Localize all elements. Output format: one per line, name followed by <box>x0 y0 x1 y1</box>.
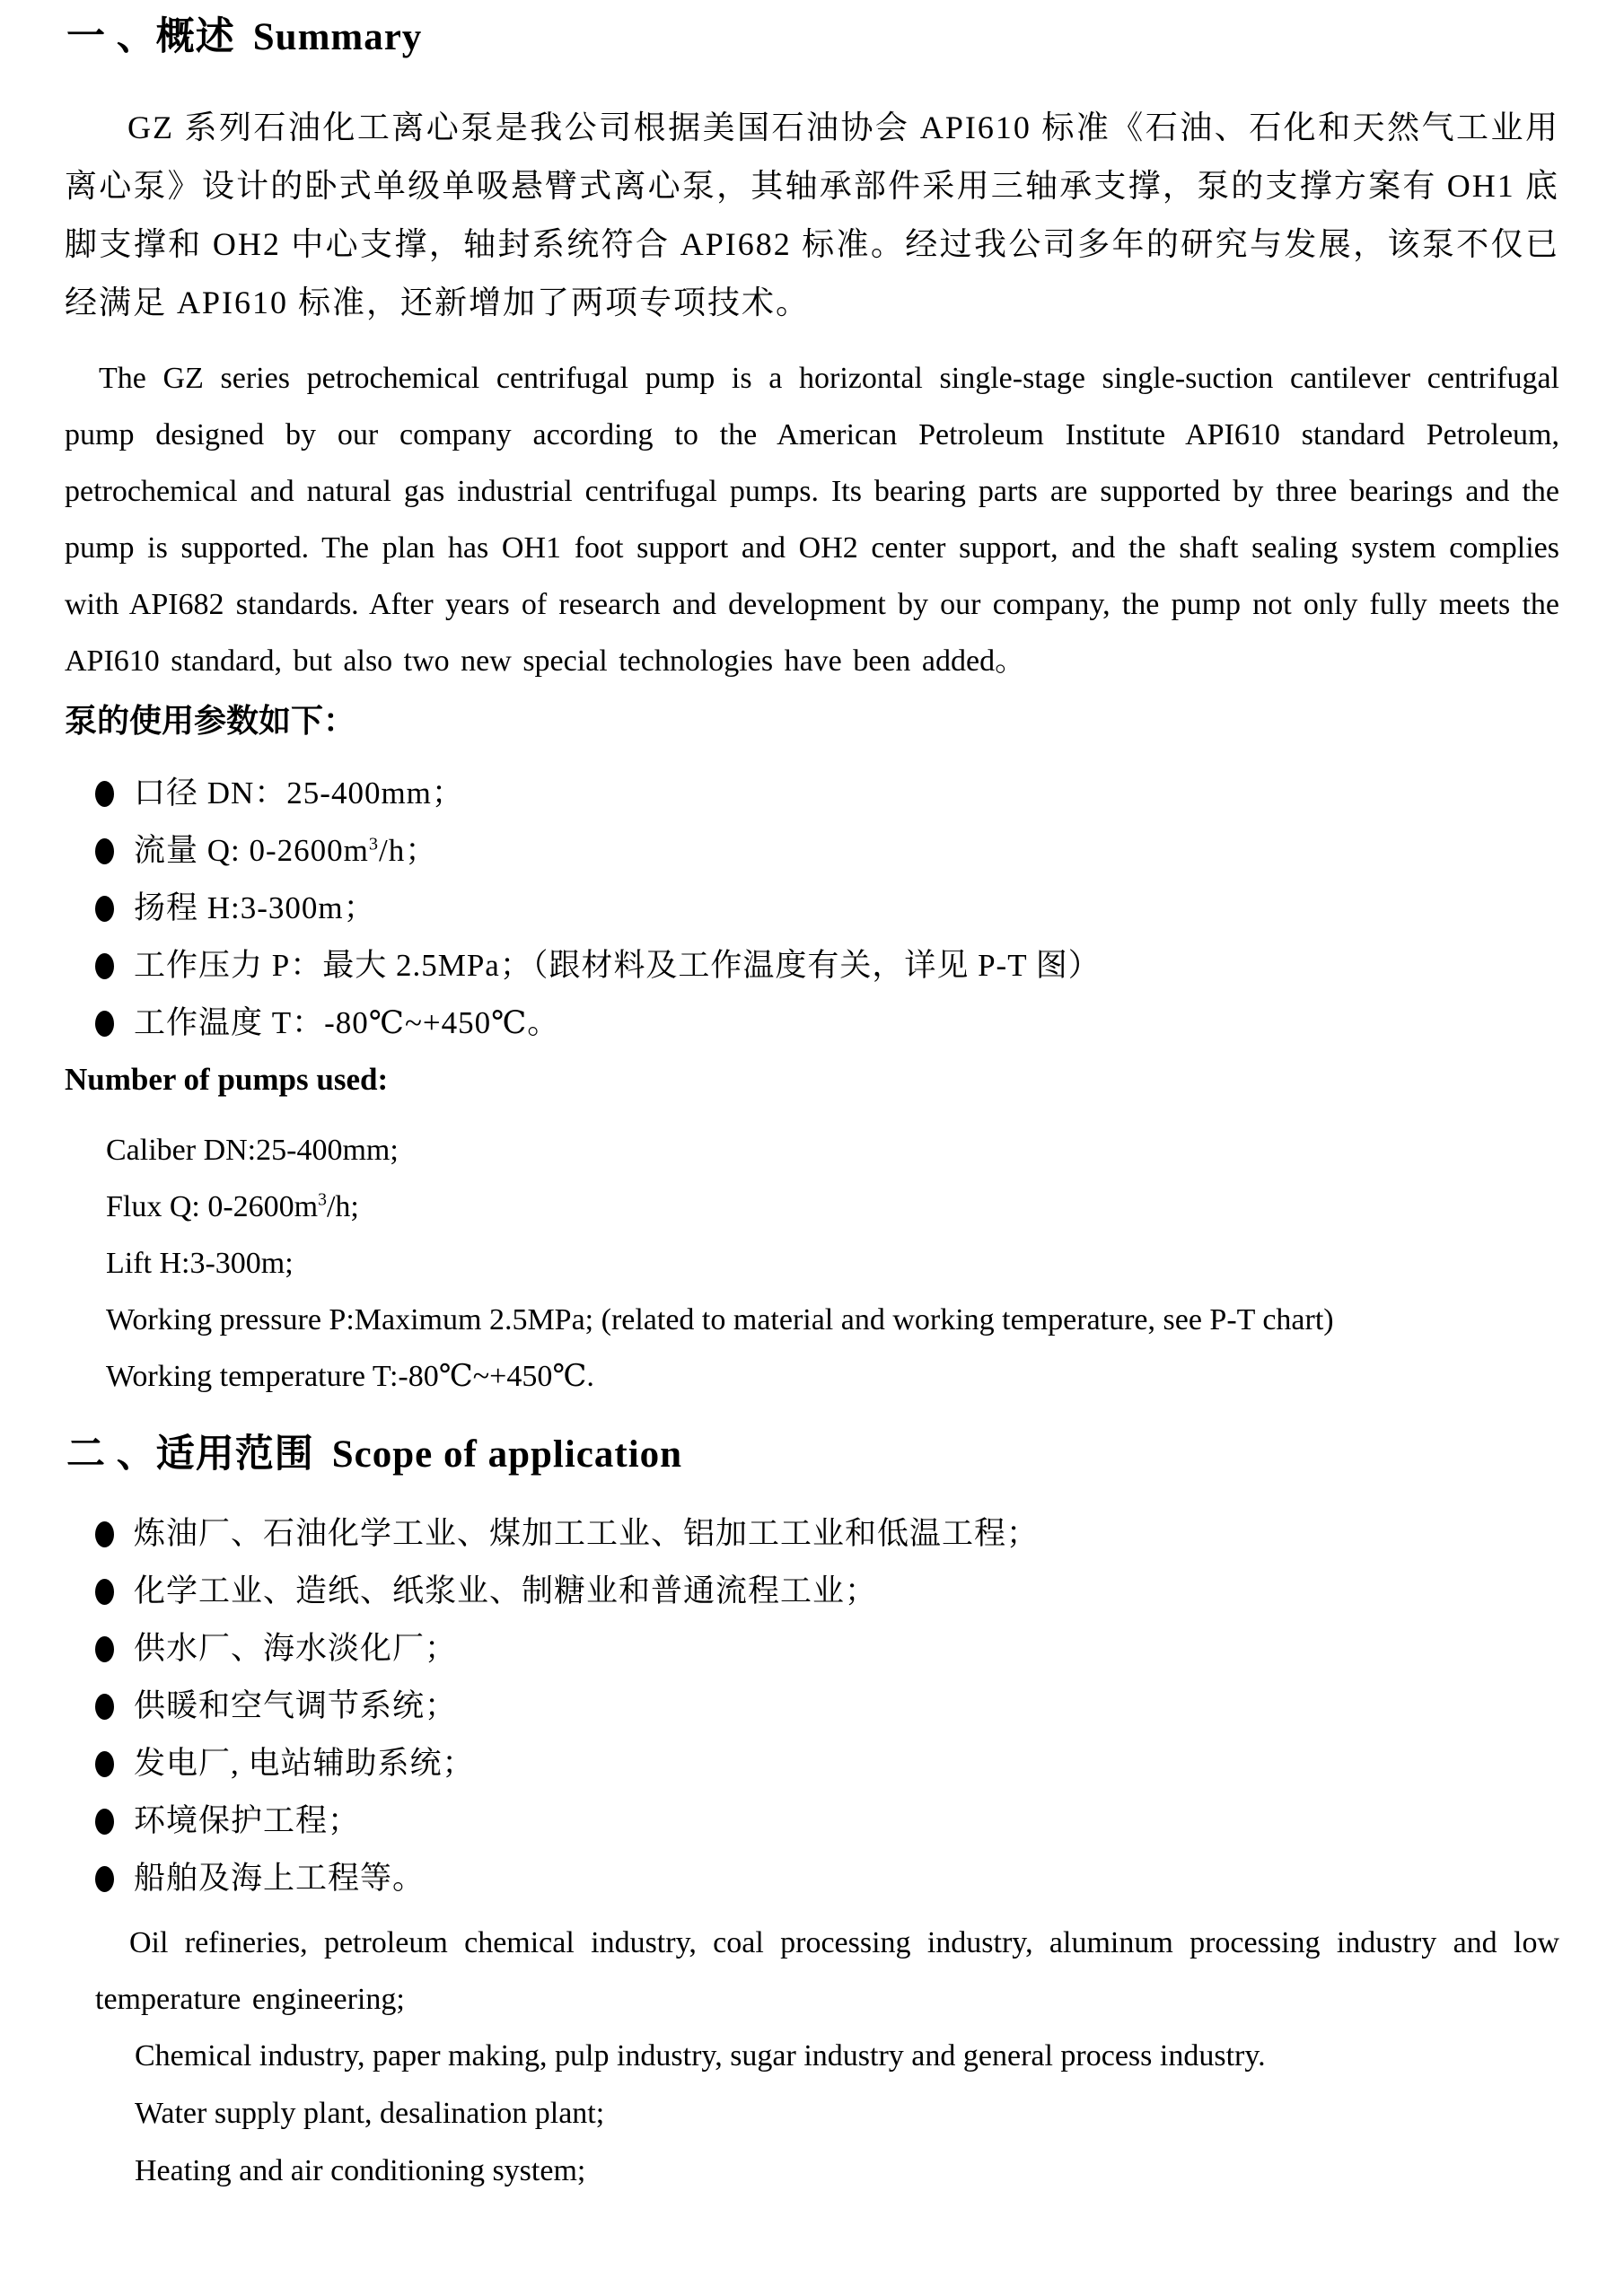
bullet-icon <box>95 781 114 807</box>
param-lift-en: Lift H:3-300m; <box>106 1247 294 1280</box>
bullet-icon <box>95 1636 114 1662</box>
scope-line-heating-en: Heating and air conditioning system; <box>135 2154 586 2187</box>
param-text-lift-zh: 扬程 H:3-300m； <box>134 890 376 925</box>
params-heading-zh: 泵的使用参数如下： <box>65 703 356 739</box>
section1-heading-en: Summary <box>252 16 423 58</box>
superscript-3: 3 <box>368 834 380 854</box>
flux-en-pre: Flux Q: 0-2600m <box>106 1190 319 1223</box>
flux-text-pre: 流量 Q: 0-2600m <box>134 833 369 868</box>
section1-heading <box>66 14 1559 61</box>
summary-paragraph-en: The GZ series petrochemical centrifugal pump is a horizontal single-stage single-suction cantilever centrifugal pump designed by our company according to the American Petroleum Institute API610 standard Petroleum, petrochemical and natural gas industrial centrifugal pumps. Its bearing parts are supported by three bearings and the pump is supported. The plan has OH1 foot support and OH2 center support, and the shaft sealing system complies with API682 standards. After years of research and development by our company, the pump not only fully meets the API610 standard, but also two new special technologies have been added。 <box>65 362 1559 678</box>
params-list-en <box>65 1122 1559 1405</box>
scope-list-zh <box>65 1505 1559 1907</box>
scope-text-chemical: 化学工业、造纸、纸浆业、制糖业和普通流程工业； <box>134 1573 878 1608</box>
flux-text-post: /h； <box>379 833 438 868</box>
scope-item-heating <box>65 1678 1559 1735</box>
param-temperature-en: Working temperature T:-80℃~+450℃. <box>106 1360 594 1393</box>
params-list-zh <box>65 765 1559 1052</box>
scope-item-refineries <box>65 1505 1559 1563</box>
section1-heading-zh: 一 、概述 <box>66 16 235 58</box>
scope-lines-en <box>65 2028 1559 2200</box>
scope-line-water-en: Water supply plant, desalination plant; <box>135 2097 605 2130</box>
params-heading-en: Number of pumps used: <box>65 1062 389 1097</box>
scope-text-heating: 供暖和空气调节系统； <box>134 1688 458 1723</box>
scope-text-marine: 船舶及海上工程等。 <box>134 1861 426 1896</box>
bullet-icon <box>95 1809 114 1835</box>
scope-text-water: 供水厂、海水淡化厂； <box>134 1631 458 1666</box>
scope-line-chemical-en: Chemical industry, paper making, pulp industry, sugar industry and general process industry. <box>135 2039 1266 2073</box>
scope-text-environment: 环境保护工程； <box>134 1803 361 1838</box>
param-text-flux-zh <box>134 822 437 880</box>
superscript-3: 3 <box>318 1189 327 1210</box>
param-item-pressure-zh <box>65 937 1559 995</box>
summary-paragraph-zh: GZ 系列石油化工离心泵是我公司根据美国石油协会 API610 标准《石油、石化和天然气工业用离心泵》设计的卧式单级单吸悬臂式离心泵，其轴承部件采用三轴承支撑，泵的支撑方案有 OH1 底脚支撑和 OH2 中心支撑，轴封系统符合 API682 标准。经过我公司多年的研究与发展，该泵不仅已经满足 API610 标准，还新增加了两项专项技术。 <box>65 110 1559 320</box>
scope-item-marine <box>65 1850 1559 1907</box>
scope-item-environment <box>65 1792 1559 1850</box>
section2-heading <box>66 1432 1559 1478</box>
bullet-icon <box>95 1751 114 1777</box>
scope-paragraph-en: Oil refineries, petroleum chemical industry, coal processing industry, aluminum processing industry and low temperature engineering; <box>95 1926 1559 2016</box>
param-text-caliber-zh: 口径 DN：25-400mm； <box>134 776 464 811</box>
bullet-icon <box>95 1521 114 1547</box>
param-text-temperature-zh: 工作温度 T：-80℃~+450℃。 <box>134 1005 560 1040</box>
param-caliber-en: Caliber DN:25-400mm; <box>106 1134 399 1167</box>
bullet-icon <box>95 1866 114 1892</box>
scope-item-chemical <box>65 1563 1559 1620</box>
param-item-temperature-zh <box>65 995 1559 1052</box>
scope-text-refineries: 炼油厂、石油化学工业、煤加工工业、铝加工工业和低温工程； <box>134 1516 1040 1551</box>
bullet-icon <box>95 1579 114 1605</box>
bullet-icon <box>95 953 114 979</box>
scope-text-power: 发电厂, 电站辅助系统； <box>134 1746 475 1781</box>
section2-heading-zh: 二 、适用范围 <box>66 1433 314 1476</box>
flux-en-post: /h; <box>326 1190 359 1223</box>
param-text-pressure-zh: 工作压力 P：最大 2.5MPa；（跟材料及工作温度有关，详见 P-T 图） <box>134 948 1101 983</box>
param-item-flux-zh <box>65 822 1559 880</box>
bullet-icon <box>95 1694 114 1720</box>
bullet-icon <box>95 1011 114 1037</box>
param-flux-en <box>65 1179 1559 1235</box>
bullet-icon <box>95 838 114 864</box>
param-pressure-en: Working pressure P:Maximum 2.5MPa; (related to material and working temperature, see P-T chart) <box>106 1303 1334 1336</box>
param-item-caliber-zh <box>65 765 1559 822</box>
scope-item-water <box>65 1620 1559 1678</box>
bullet-icon <box>95 896 114 922</box>
scope-item-power <box>65 1735 1559 1792</box>
param-item-lift-zh <box>65 880 1559 937</box>
section2-heading-en: Scope of application <box>331 1433 683 1476</box>
